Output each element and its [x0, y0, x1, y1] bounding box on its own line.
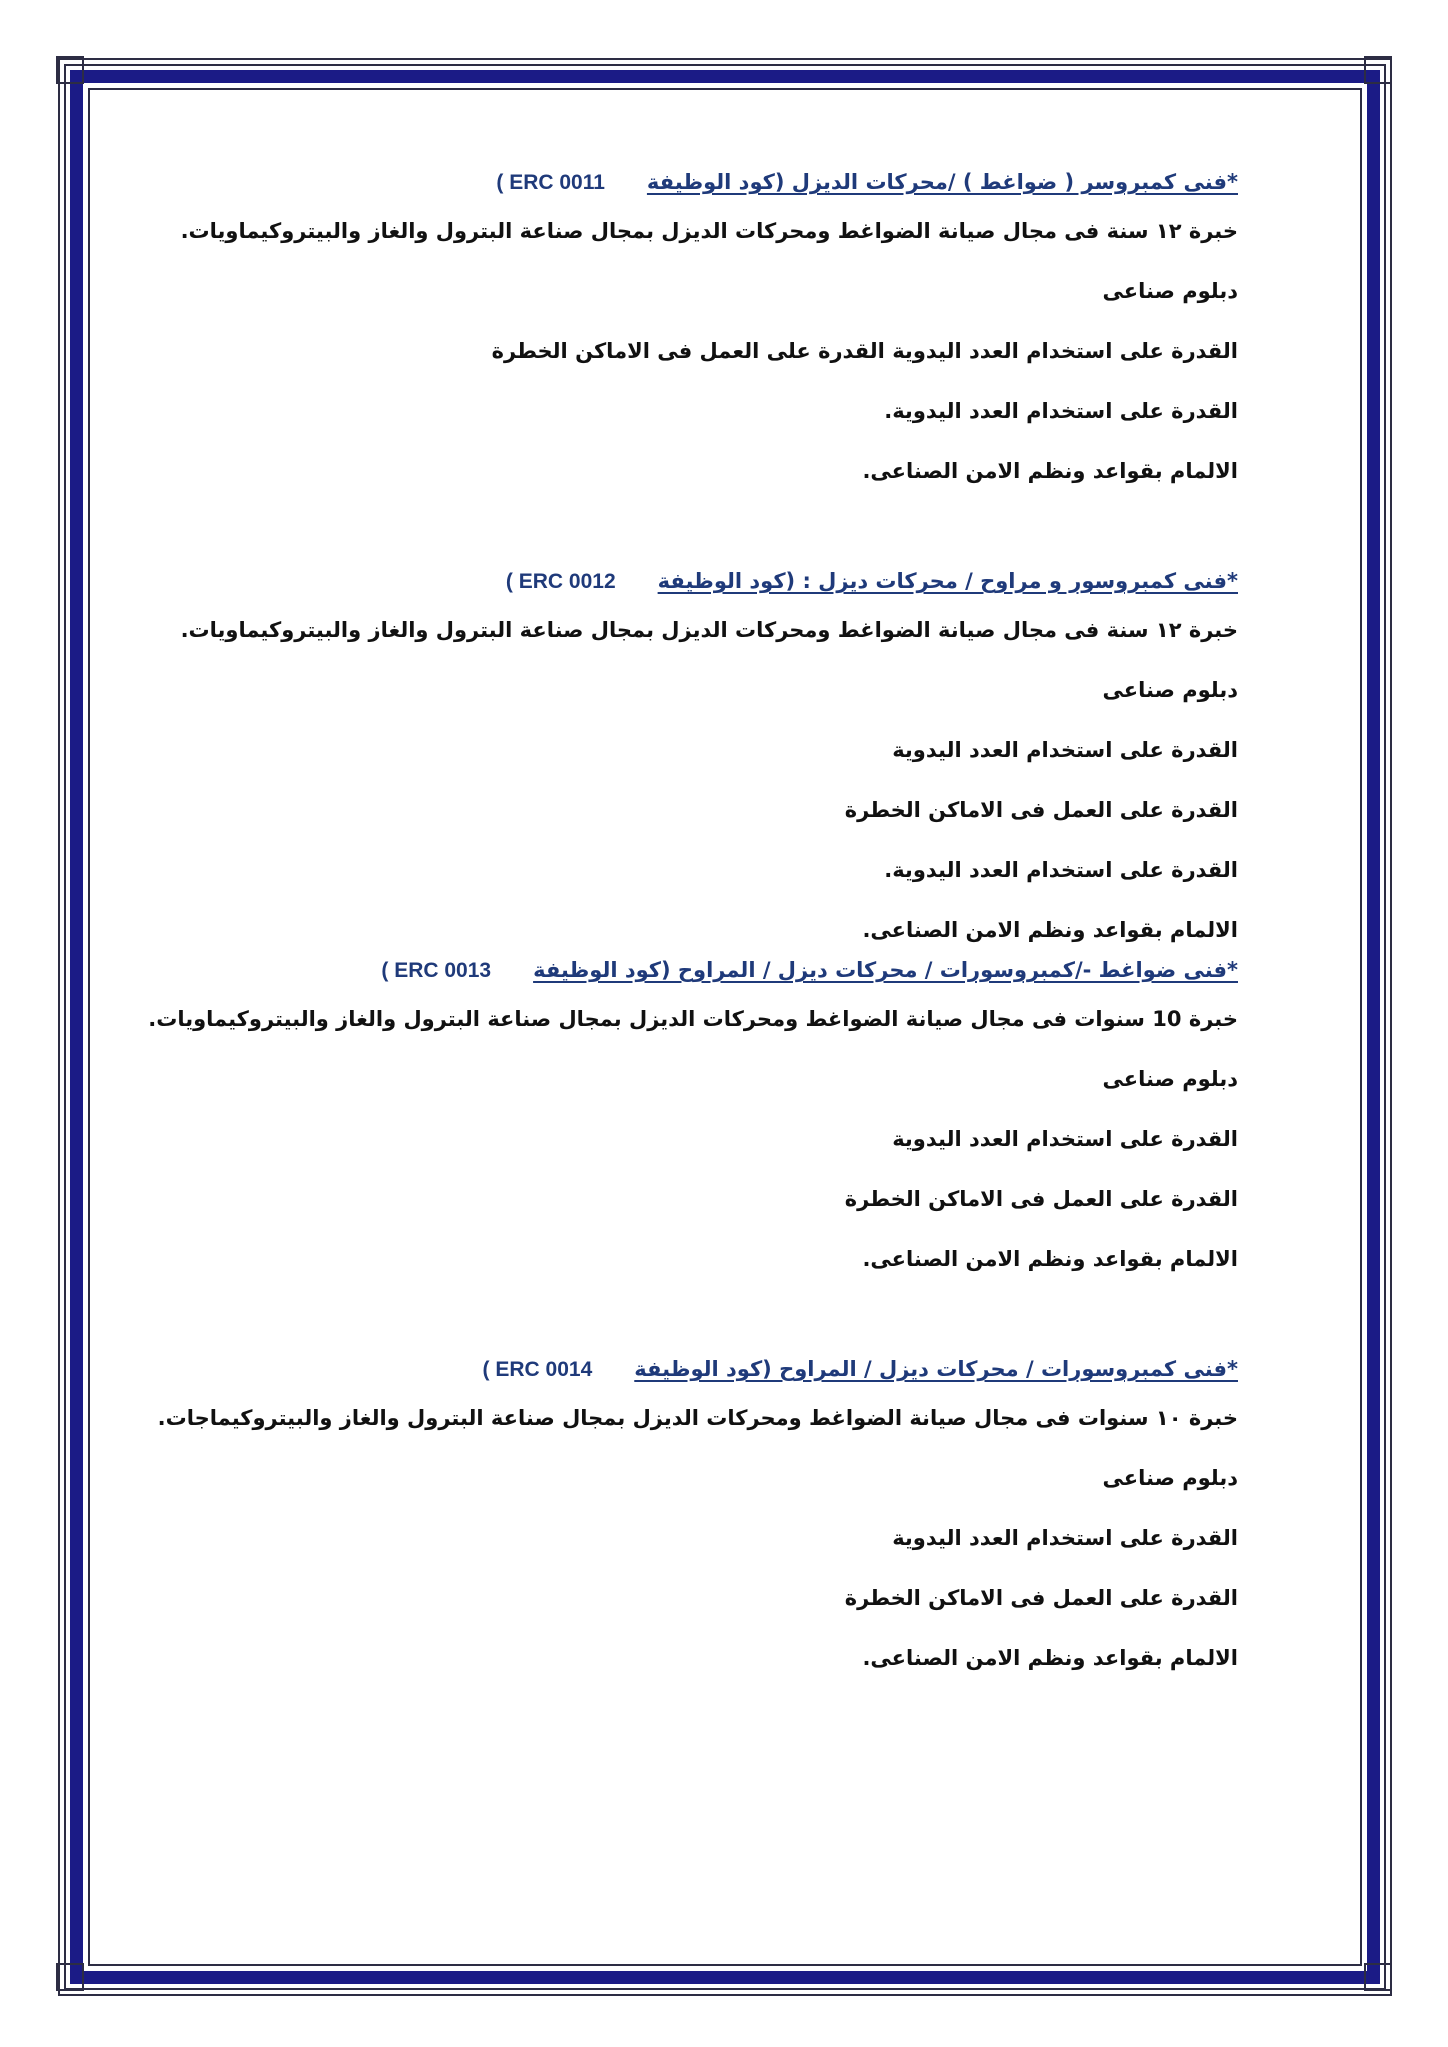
job-title [506, 569, 1238, 594]
requirement-item: خبرة ١٠ سنوات فى مجال صيانة الضواغط ومحركات الديزل بمجال صناعة البترول والغاز والبيتروكيماجات. [157, 1406, 1238, 1430]
requirement-item: القدرة على استخدام العدد اليدوية [892, 1127, 1238, 1151]
section-spacer [238, 517, 1238, 569]
requirement-item: الالمام بقواعد ونظم الامن الصناعى. [862, 1247, 1238, 1271]
job-title [483, 1357, 1238, 1382]
job-title-text: *فنى كمبروسور و مراوح / محركات ديزل : (كود الوظيفة [657, 569, 1238, 593]
requirement-item: القدرة على استخدام العدد اليدوية [892, 738, 1238, 762]
requirement-item: القدرة على استخدام العدد اليدوية. [884, 858, 1238, 882]
job-title-text: *فنى كمبروسر ( ضواغط ) /محركات الديزل (كود الوظيفة [646, 170, 1238, 194]
job-code: ERC 0011 ) [496, 171, 605, 194]
section-spacer [238, 1305, 1238, 1357]
requirement-item: القدرة على العمل فى الاماكن الخطرة [844, 798, 1238, 822]
requirements-list [180, 217, 1238, 485]
requirement-item: القدرة على استخدام العدد اليدوية [892, 1526, 1238, 1550]
border-corner-ornament [1364, 56, 1392, 84]
requirement-item: الالمام بقواعد ونظم الامن الصناعى. [862, 459, 1238, 483]
job-code: ERC 0012 ) [505, 570, 616, 593]
requirement-item: دبلوم صناعى [1102, 1466, 1238, 1490]
job-title [496, 170, 1238, 195]
border-corner-ornament [56, 1963, 84, 1991]
requirement-item: القدرة على العمل فى الاماكن الخطرة [844, 1187, 1238, 1211]
job-section [180, 170, 1238, 485]
job-code: ERC 0013 ) [381, 959, 492, 982]
requirement-item: خبرة 10 سنوات فى مجال صيانة الضواغط ومحركات الديزل بمجال صناعة البترول والغاز والبيتروكيماويات. [148, 1007, 1238, 1031]
border-corner-ornament [56, 56, 84, 84]
requirement-item: القدرة على العمل فى الاماكن الخطرة [844, 1586, 1238, 1610]
requirement-item: القدرة على استخدام العدد اليدوية القدرة على العمل فى الاماكن الخطرة [491, 339, 1238, 363]
job-section [157, 1357, 1238, 1672]
job-section [148, 958, 1238, 1273]
requirement-item: دبلوم صناعى [1102, 678, 1238, 702]
requirements-list [148, 1005, 1238, 1273]
job-title [381, 958, 1238, 983]
job-section [180, 569, 1238, 944]
border-corner-ornament [1364, 1963, 1392, 1991]
document-body [148, 170, 1238, 1704]
requirement-item: خبرة ١٢ سنة فى مجال صيانة الضواغط ومحركات الديزل بمجال صناعة البترول والغاز والبيتروكيماويات. [180, 618, 1238, 642]
job-title-text: *فنى ضواغط -/كمبروسورات / محركات ديزل / المراوح (كود الوظيفة [533, 958, 1238, 982]
requirement-item: خبرة ١٢ سنة فى مجال صيانة الضواغط ومحركات الديزل بمجال صناعة البترول والغاز والبيتروكيماويات. [180, 219, 1238, 243]
requirement-item: دبلوم صناعى [1102, 1067, 1238, 1091]
requirements-list [157, 1404, 1238, 1672]
requirements-list [180, 616, 1238, 944]
job-code: ERC 0014 ) [482, 1358, 593, 1381]
requirement-item: الالمام بقواعد ونظم الامن الصناعى. [862, 1646, 1238, 1670]
requirement-item: القدرة على استخدام العدد اليدوية. [884, 399, 1238, 423]
requirement-item: دبلوم صناعى [1102, 279, 1238, 303]
requirement-item: الالمام بقواعد ونظم الامن الصناعى. [862, 918, 1238, 942]
job-title-text: *فنى كمبروسورات / محركات ديزل / المراوح (كود الوظيفة [634, 1357, 1238, 1381]
